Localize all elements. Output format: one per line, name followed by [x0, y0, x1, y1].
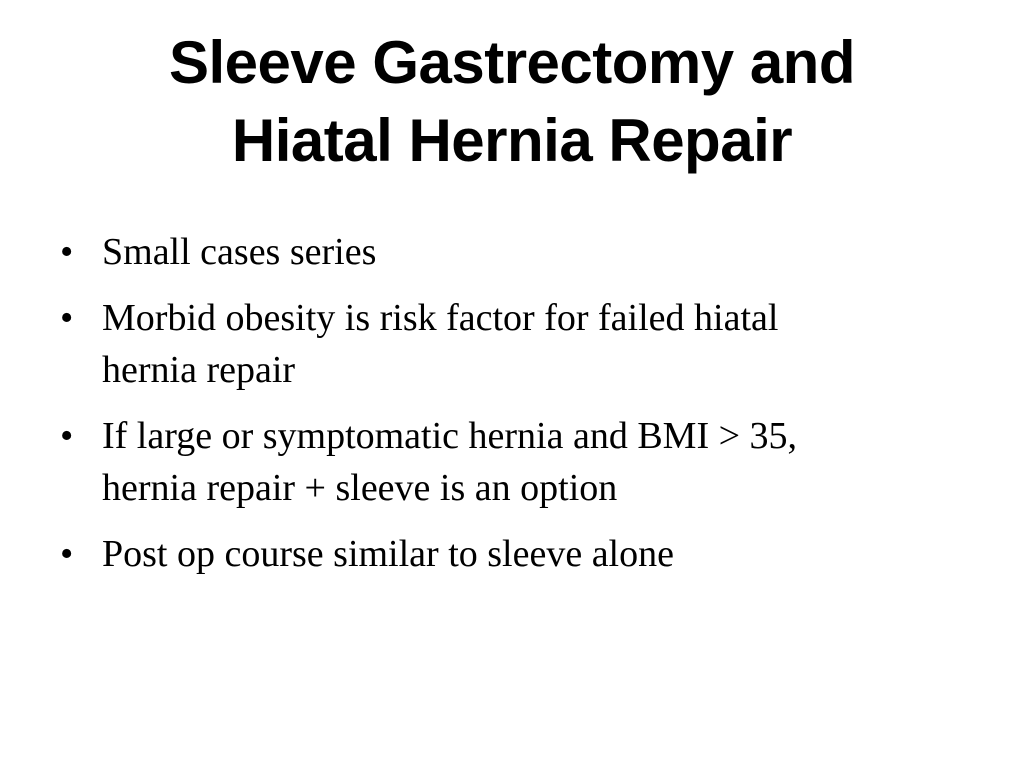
bullet-3-line-2: hernia repair + sleeve is an option [102, 467, 618, 509]
bullet-item-3 [60, 410, 960, 514]
bullet-4-line-1: Post op course similar to sleeve alone [102, 533, 674, 575]
bullet-item-2 [60, 292, 960, 396]
bullet-2-line-2: hernia repair [102, 349, 296, 391]
bullet-1-line-1: Small cases series [102, 231, 377, 273]
title-line-1: Sleeve Gastrectomy and [168, 29, 855, 96]
bullet-dot-icon: • [60, 533, 74, 575]
bullet-item-4 [60, 528, 960, 580]
bullet-3-line-1: If large or symptomatic hernia and BMI > 35, [102, 415, 798, 457]
bullet-item-1 [60, 226, 960, 278]
slide-title [40, 24, 984, 180]
bullet-dot-icon: • [60, 297, 74, 339]
bullet-list [60, 226, 960, 594]
bullet-dot-icon: • [60, 415, 74, 457]
bullet-dot-icon: • [60, 231, 74, 273]
bullet-2-line-1: Morbid obesity is risk factor for failed hiatal [102, 297, 779, 339]
title-line-2: Hiatal Hernia Repair [231, 107, 793, 174]
